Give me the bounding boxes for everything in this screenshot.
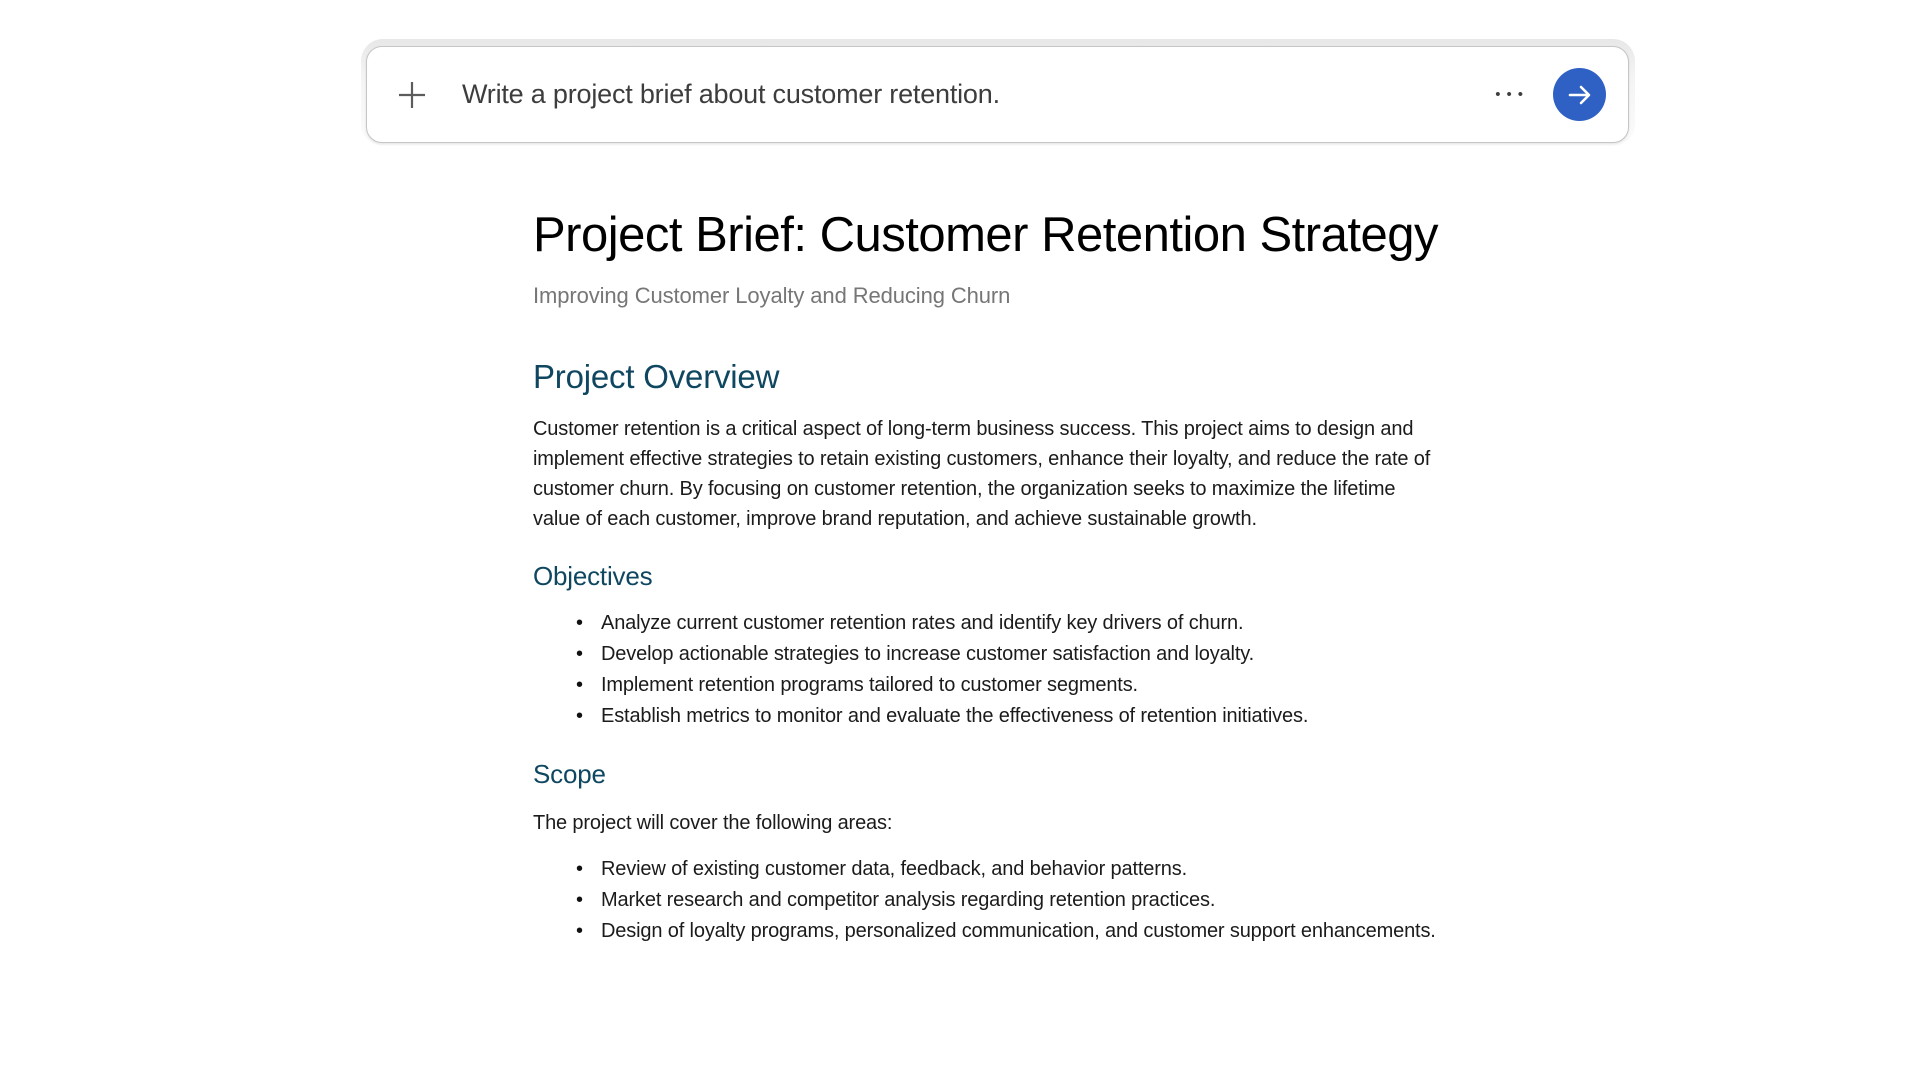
list-item: • Analyze current customer retention rates and identify key drivers of churn.: [601, 608, 1441, 639]
copilot-prompt-bar[interactable]: [366, 46, 1629, 143]
scope-paragraph: The project will cover the following areas:: [533, 812, 893, 834]
heading-scope: Scope: [533, 759, 606, 789]
arrow-right-icon: [1565, 80, 1595, 110]
list-item: • Design of loyalty programs, personalized communication, and customer support enhancements.: [601, 916, 1441, 947]
heading-project-overview: Project Overview: [533, 358, 780, 395]
plus-icon: [396, 79, 428, 111]
list-item: • Establish metrics to monitor and evaluate the effectiveness of retention initiatives.: [601, 701, 1441, 732]
list-item: • Review of existing customer data, feedback, and behavior patterns.: [601, 854, 1441, 885]
add-content-button[interactable]: [395, 78, 429, 112]
prompt-input[interactable]: Write a project brief about customer retention.: [462, 79, 1000, 109]
project-overview-paragraph: Customer retention is a critical aspect of long-term business success. This project aims to design and implement effective strategies to retain existing customers, enhance their loyalty, and reduce the rate of customer churn. By focusing on customer retention, the organization seeks to maximize the lifetime value of each customer, improve brand reputation, and achieve sustainable growth.: [533, 418, 1431, 530]
document-subtitle: Improving Customer Loyalty and Reducing Churn: [533, 283, 1011, 308]
scope-list: [533, 854, 1441, 947]
list-item: • Develop actionable strategies to increase customer satisfaction and loyalty.: [601, 639, 1441, 670]
document-title: Project Brief: Customer Retention Strategy: [533, 208, 1438, 262]
list-item: • Market research and competitor analysis regarding retention practices.: [601, 885, 1441, 916]
document-preview: [533, 204, 1441, 947]
more-options-button[interactable]: [1493, 79, 1531, 110]
ellipsis-icon: •••: [1495, 86, 1529, 103]
objectives-list: [533, 608, 1441, 732]
send-button[interactable]: [1553, 68, 1606, 121]
heading-objectives: Objectives: [533, 561, 653, 591]
list-item: • Implement retention programs tailored to customer segments.: [601, 670, 1441, 701]
